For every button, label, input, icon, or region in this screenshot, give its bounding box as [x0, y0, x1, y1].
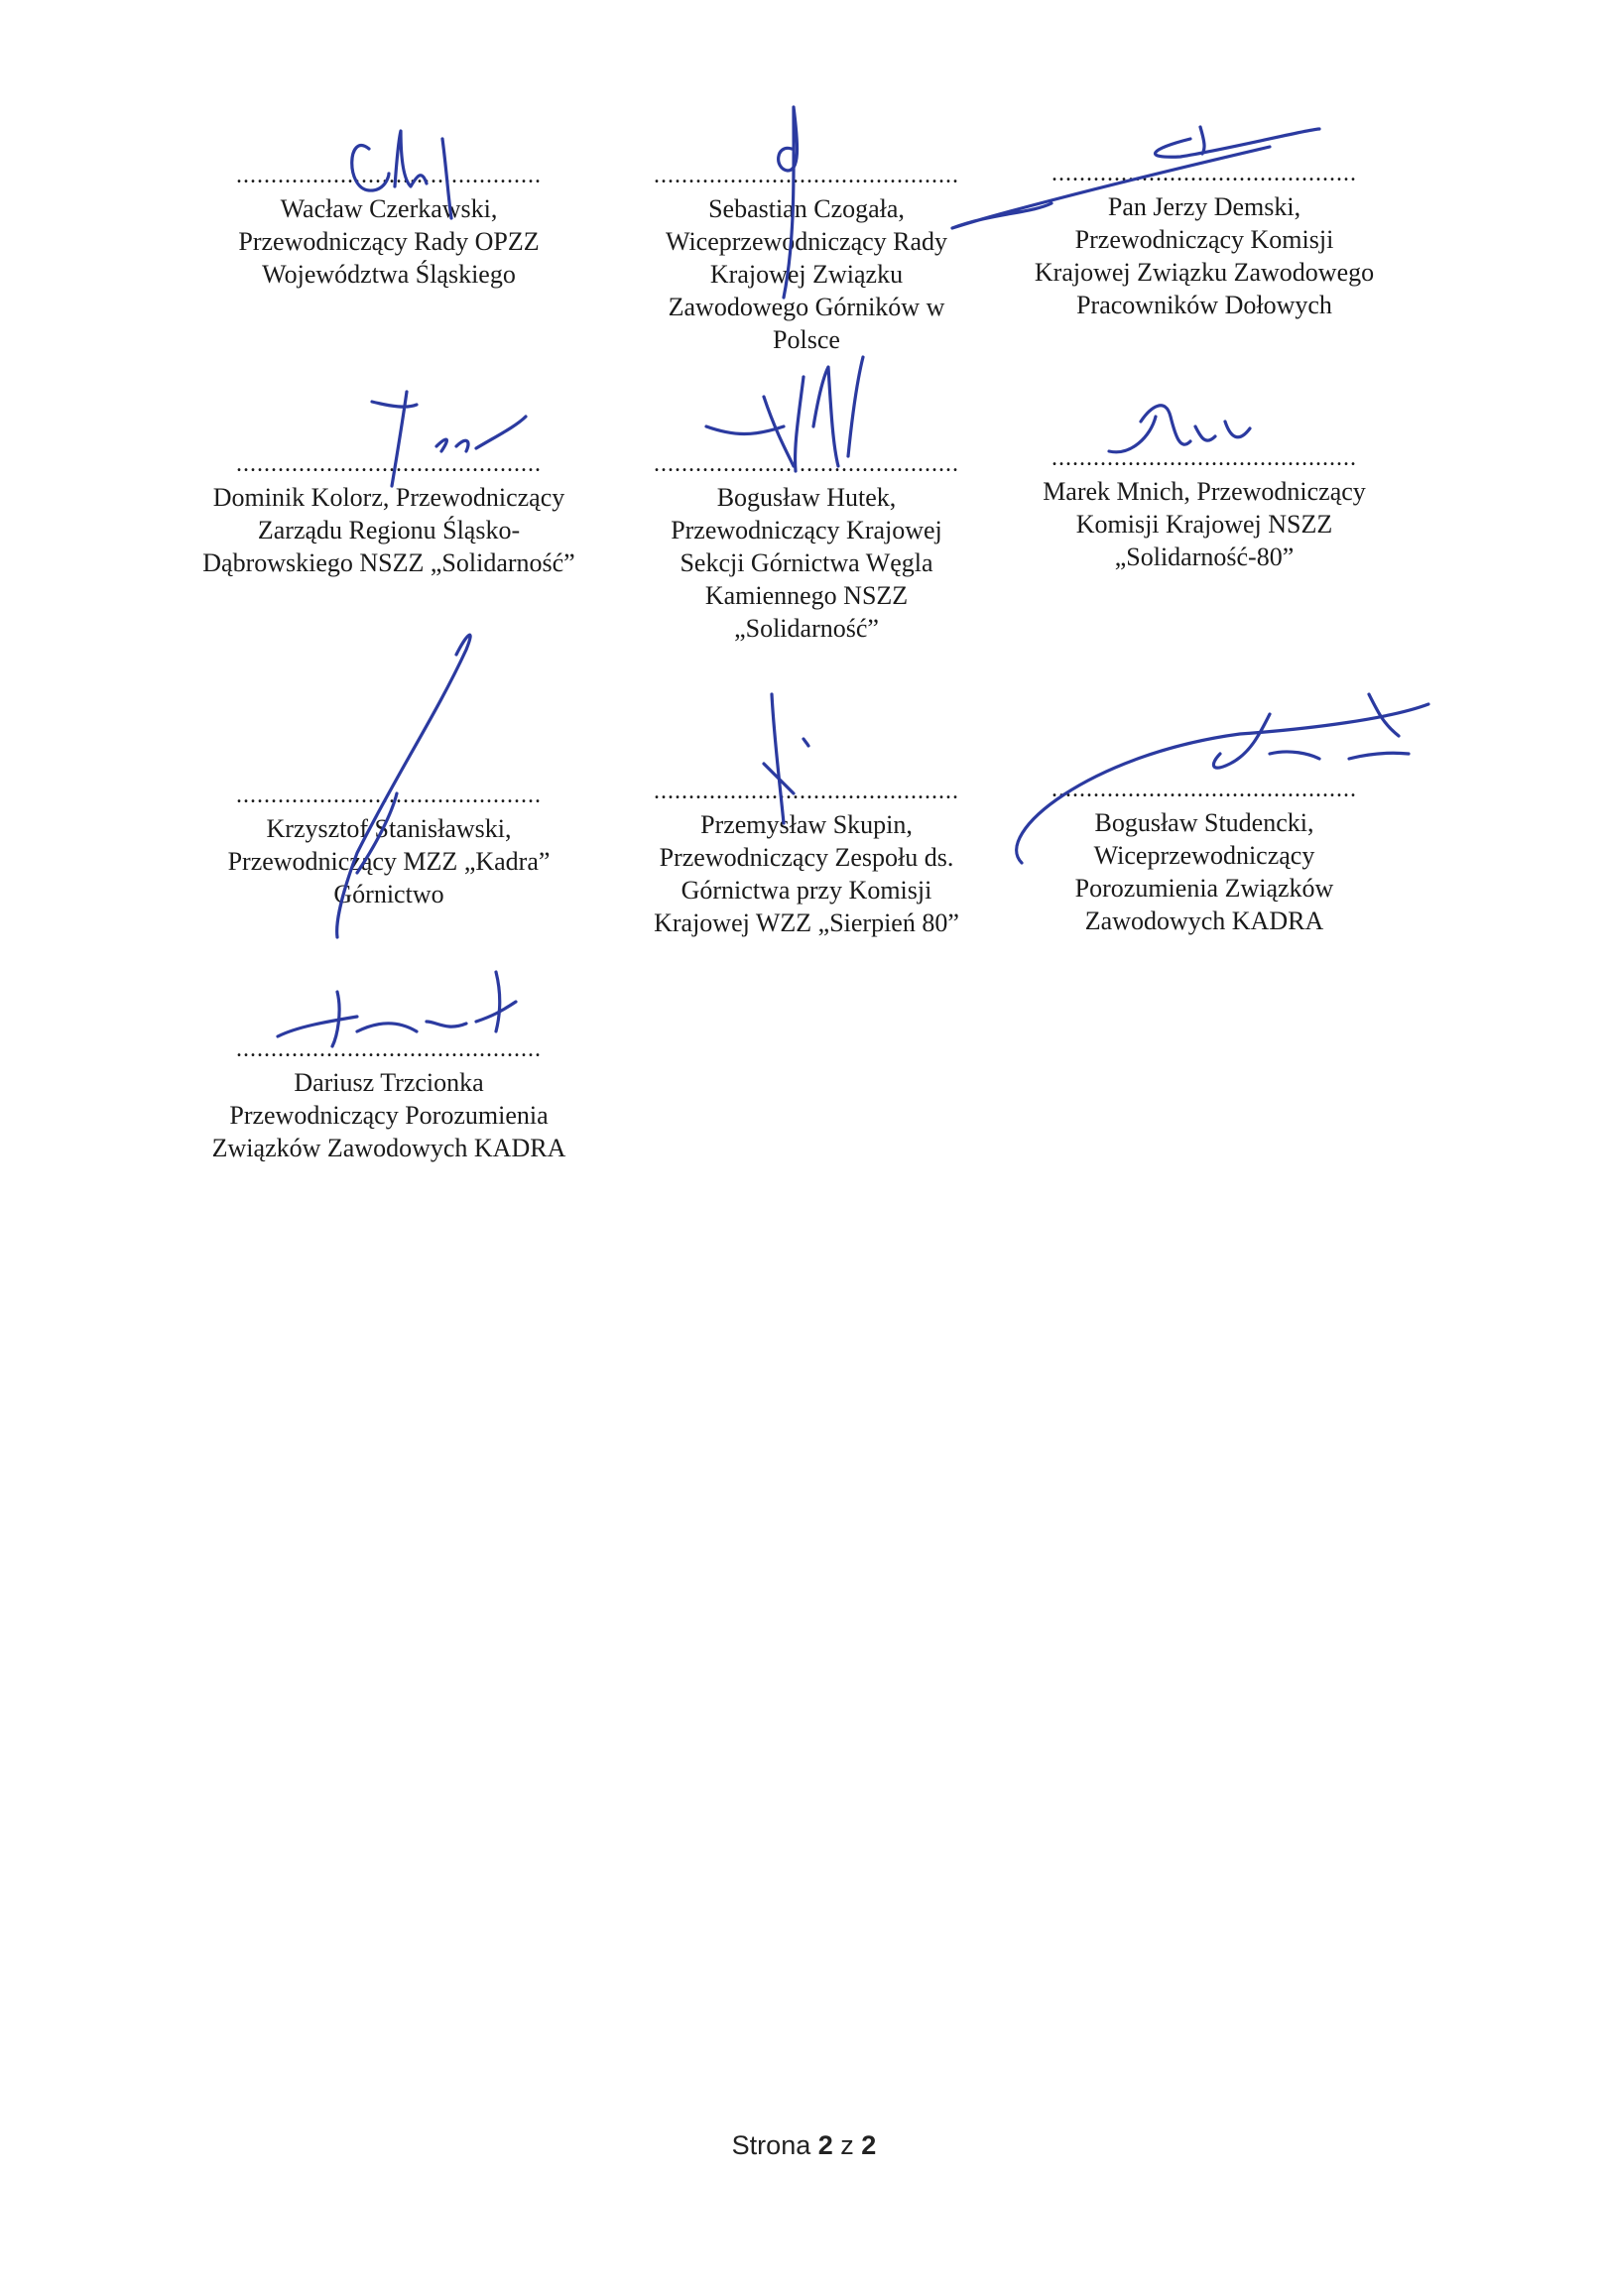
signatory-title: Przewodniczący Porozumienia	[229, 1101, 549, 1130]
signatory-title: Kamiennego NSZZ	[704, 581, 909, 610]
signature-block-demski	[1006, 169, 1403, 321]
signatory-title: Krajowej Związku	[709, 260, 904, 289]
signature-line: ............................................	[1051, 785, 1357, 802]
signature-line: ............................................	[236, 1044, 542, 1062]
signatory-title: Przewodniczący Rady OPZZ	[238, 227, 540, 256]
current-page-number: 2	[817, 2130, 833, 2160]
signatory-name: Dominik Kolorz, Przewodniczący	[212, 483, 565, 512]
signatory-name: Bogusław Studencki,	[1094, 808, 1314, 837]
footer-label: Strona	[731, 2130, 818, 2160]
signatory-title: Przewodniczący Zespołu ds.	[659, 843, 954, 872]
signature-line: ............................................	[654, 459, 959, 477]
signatory-title: Porozumienia Związków	[1074, 874, 1334, 903]
signatory-title: Wiceprzewodniczący Rady	[665, 227, 948, 256]
signatory-title: Zawodowego Górników w	[668, 293, 945, 321]
signature-block-czogala	[608, 171, 1005, 356]
signatory-name: Przemysław Skupin,	[700, 810, 913, 839]
signatory-title: Komisji Krajowej NSZZ	[1075, 510, 1333, 539]
signatory-title: Zarządu Regionu Śląsko-	[257, 516, 521, 544]
signatory-name: Krzysztof Stanisławski,	[266, 814, 512, 843]
signature-line: ............................................	[654, 786, 959, 804]
signature-line: ............................................	[1051, 169, 1357, 186]
signatory-name: Sebastian Czogała,	[708, 194, 905, 223]
signature-block-stanislawski	[190, 790, 587, 910]
signatory-title: Zawodowych KADRA	[1084, 906, 1324, 935]
total-pages-number: 2	[861, 2130, 877, 2160]
signatory-title: Polsce	[773, 325, 840, 354]
signature-line: ............................................	[1051, 453, 1357, 471]
signatory-title: „Solidarność”	[734, 614, 879, 643]
signatory-title: Górnictwa przy Komisji	[680, 876, 932, 905]
footer-separator: z	[832, 2130, 862, 2160]
signatory-title: Krajowej WZZ „Sierpień 80”	[654, 908, 959, 937]
signatory-name: Bogusław Hutek,	[716, 483, 897, 512]
signature-line: ............................................	[654, 171, 959, 188]
signatory-title: Związków Zawodowych KADRA	[211, 1134, 566, 1162]
signatory-title: Pracowników Dołowych	[1076, 291, 1332, 319]
signatory-title: Przewodniczący Komisji	[1074, 225, 1334, 254]
signatory-title: Przewodniczący Krajowej	[671, 516, 942, 544]
signature-line: ............................................	[236, 790, 542, 808]
signature-block-hutek	[608, 459, 1005, 645]
signatory-name: Wacław Czerkawski,	[280, 194, 498, 223]
signatory-title: Wiceprzewodniczący	[1093, 841, 1315, 870]
signatory-name: Pan Jerzy Demski,	[1107, 192, 1301, 221]
signatory-title: Przewodniczący MZZ „Kadra”	[227, 847, 551, 876]
signature-block-mnich	[1006, 453, 1403, 573]
signatory-title: Dąbrowskiego NSZZ „Solidarność”	[202, 548, 575, 577]
signature-block-studencki	[1006, 785, 1403, 937]
signatory-name: Dariusz Trzcionka	[294, 1068, 484, 1097]
signatory-name: Marek Mnich, Przewodniczący	[1043, 477, 1366, 506]
signature-block-skupin	[608, 786, 1005, 939]
signature-block-czerkawski	[190, 171, 587, 291]
signature-block-trzcionka	[190, 1044, 587, 1164]
signatory-title: Krajowej Związku Zawodowego	[1034, 258, 1375, 287]
signatory-title: Sekcji Górnictwa Węgla	[680, 548, 933, 577]
signatory-title: „Solidarność-80”	[1114, 543, 1295, 571]
signature-block-kolorz	[190, 459, 587, 579]
page-footer	[0, 2130, 1608, 2161]
signatory-title: Górnictwo	[333, 880, 444, 908]
signature-line: ............................................	[236, 459, 542, 477]
signatory-title: Województwa Śląskiego	[262, 260, 516, 289]
signature-line: ............................................	[236, 171, 542, 188]
